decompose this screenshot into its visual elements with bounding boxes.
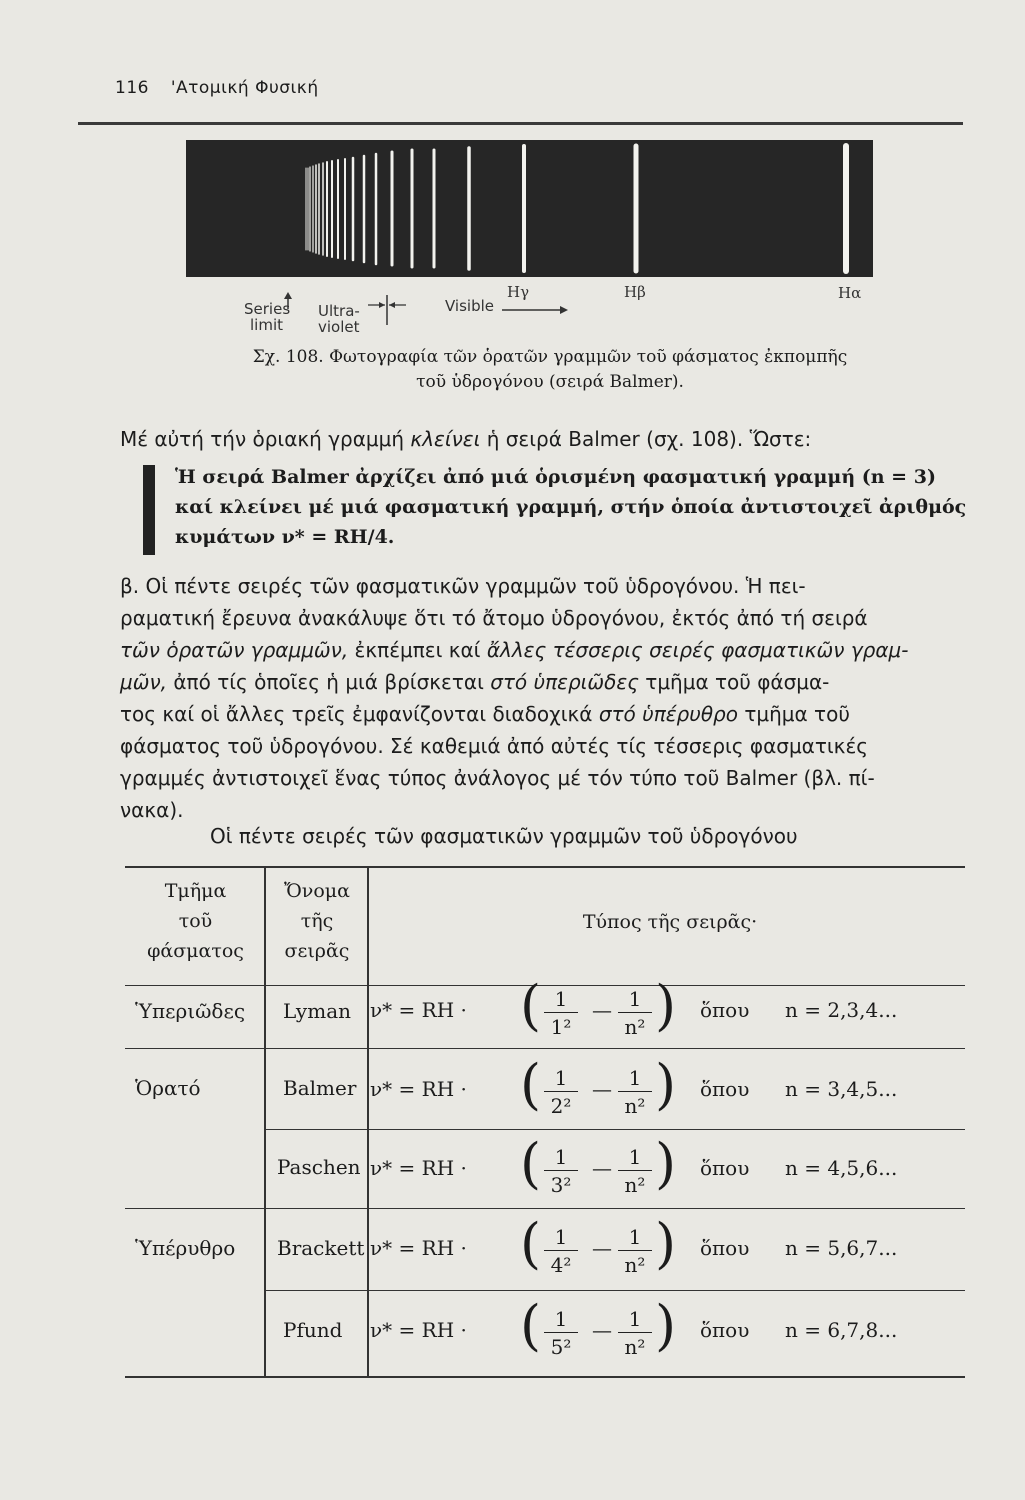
spectrum-photo	[186, 140, 873, 277]
figure-caption-line-2: τοῦ ὑδρογόνου (σειρά Balmer).	[416, 372, 684, 392]
row-rule	[125, 1048, 965, 1049]
row-series-name: Balmer	[283, 1076, 357, 1100]
row-rule	[125, 1208, 965, 1209]
row-series-name: Brackett	[277, 1236, 365, 1260]
h-alpha-label: Hα	[838, 284, 862, 302]
row-rule	[265, 1290, 965, 1291]
paragraph-balmer-limit: Μέ αὐτή τήν ὁριακή γραμμή κλείνει ἡ σειρά Balmer (σχ. 108). Ὥστε:	[120, 427, 812, 451]
pfund-formula: ν* = RH · ( $\frac{1}{\text{5²}}$ — $\frac{1}{\text{n²}}$ ) ὅπου n = 6,7,8...	[370, 1294, 898, 1359]
row-series-name: Paschen	[277, 1155, 361, 1179]
row-region: Ὁρατό	[135, 1076, 201, 1100]
header-region: Τμῆμα τοῦ φάσματος	[147, 880, 244, 962]
emphasis-bar	[143, 465, 155, 555]
column-rule	[367, 866, 369, 1378]
series-limit-arrow-icon	[283, 291, 293, 311]
row-rule	[265, 1129, 965, 1130]
row-region: Ὑπεριῶδες	[135, 999, 246, 1023]
row-region: Ὑπέρυθρο	[135, 1236, 236, 1260]
column-rule	[264, 866, 266, 1378]
ultraviolet-label: Ultra- violet	[318, 302, 360, 336]
header-formula: Τύπος τῆς σειρᾶς·	[582, 911, 758, 933]
h-gamma-label: Hγ	[507, 283, 530, 301]
region-divider-arrows-icon	[366, 293, 440, 327]
balmer-formula: ν* = RH · ( $\frac{1}{\text{2²}}$ — $\frac{1}{\text{n²}}$ ) ὅπου n = 3,4,5...	[370, 1053, 898, 1118]
h-beta-label: Hβ	[624, 283, 646, 301]
header-series-name: Ὄνομα τῆς σειρᾶς	[284, 880, 350, 962]
balmer-law: Ἡ σειρά Balmer ἀρχίζει ἀπό μιά ὁρισμένη φασματική γραμμή (n = 3) καί κλείνει μέ μιά φασματική γραμμή, στήν ὁποία ἀντιστοιχεῖ ἀριθμός κυμάτων ν* = RH/4.	[175, 466, 967, 548]
figure-caption-line-1: Σχ. 108. Φωτογραφία τῶν ὁρατῶν γραμμῶν τοῦ φάσματος ἐκπομπῆς	[252, 347, 848, 367]
table-title: Οἱ πέντε σειρές τῶν φασματικῶν γραμμῶν τοῦ ὑδρογόνου	[210, 824, 798, 848]
italic-word: κλείνει	[410, 427, 481, 451]
row-series-name: Lyman	[283, 999, 351, 1023]
paragraph-five-series: β. Οἱ πέντε σειρές τῶν φασματικῶν γραμμῶν τοῦ ὑδρογόνου. Ἡ πει- ραματική ἔρευνα ἀνακάλυψε ὅτι τό ἄτομο ὑδρογόνου, ἐκτός ἀπό τή σειρά τῶν ὁρατῶν γραμμῶν, ἐκπέμπει καί ἄλλες τέσσερις σειρές φασματικῶν γραμ- μῶν, ἀπό τίς ὁποῖες ἡ μιά βρίσκεται στό ὑπεριῶδες τμῆμα τοῦ φάσμα- τος καί οἱ ἄλλες τρεῖς ἐμφανίζονται διαδοχικά στό ὑπέρυθρο τμῆμα τοῦ φάσματος τοῦ ὑδρογόνου. Σέ καθεμιά ἀπό αὐτές τίς τέσσερις φασματικές γραμμές ἀντιστοιχεῖ ἕνας τύπος ἀνάλογος μέ τόν τύπο τοῦ Balmer (βλ. πί- νακα).	[120, 574, 909, 822]
visible-arrow-icon	[500, 303, 570, 317]
row-series-name: Pfund	[283, 1318, 343, 1342]
table-top-rule	[125, 866, 965, 868]
header-rule	[78, 122, 963, 125]
brackett-formula: ν* = RH · ( $\frac{1}{\text{4²}}$ — $\frac{1}{\text{n²}}$ ) ὅπου n = 5,6,7...	[370, 1212, 898, 1277]
lyman-formula: ν* = RH · ( $\frac{1}{\text{1²}}$ — $\frac{1}{\text{n²}}$ ) ὅπου n = 2,3,4...	[370, 974, 898, 1039]
visible-label: Visible	[445, 297, 494, 315]
paschen-formula: ν* = RH · ( $\frac{1}{\text{3²}}$ — $\frac{1}{\text{n²}}$ ) ὅπου n = 4,5,6...	[370, 1132, 898, 1197]
series-limit-label: Series limit	[244, 300, 291, 334]
table-bottom-rule	[125, 1376, 965, 1378]
section-title: 'Ατομική Φυσική	[170, 78, 319, 98]
running-head	[115, 78, 319, 98]
page-number: 116	[115, 78, 149, 98]
